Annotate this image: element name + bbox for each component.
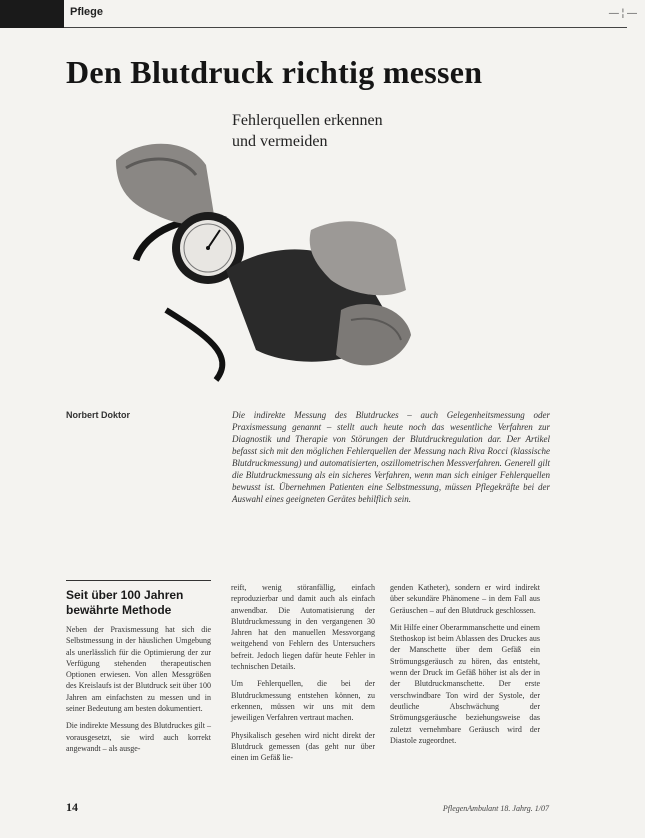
section-tab (0, 0, 64, 28)
article-subheadline (232, 110, 383, 152)
author-name: Norbert Doktor (66, 410, 131, 420)
body-paragraph: reift, wenig störanfällig, einfach reproduzierbar und damit auch als einfach anwendbar. Die Automatisierung der Blutdruckmessung in den vergangenen 30 Jahren hat den manuellen Messvorgang weitgehend von Fehlern des Untersuchers befreit. Jedoch liegen dafür heute Fehler in technischen Details. (231, 583, 375, 672)
body-paragraph: Physikalisch gesehen wird nicht direkt der Blutdruck gemessen (das geht nur über einen im Gefäß lie- (231, 730, 375, 763)
body-paragraph: Mit Hilfe einer Oberarmmanschette und einem Stethoskop ist beim Ablassen des Druckes aus der Manschette über dem Gefäß ein Strömungsgeräusch zu hören, das entsteht, wenn der Druck im Gefäß höher ist als der in der Blutdruckmanschette. Der erste verschwindbare Ton wird der Systole, der deutliche Abschwächung der Strömungsgeräusche beziehungsweise das zuletzt vernehmbare Geräusch wird der Diastole zugeordnet. (390, 622, 540, 745)
column-rule (66, 580, 211, 581)
header-rule (64, 27, 627, 28)
page-number: 14 (66, 800, 78, 814)
body-paragraph: genden Katheter), sondern er wird indirekt über sekundäre Phänomene – in dem Fall aus Geräuschen – auf den Blutdruck geschlossen. (390, 583, 540, 615)
body-paragraph: Die indirekte Messung des Blutdruckes gilt – vorausgesetzt, sie wird auch korrekt angewandt – als ausge- (66, 721, 211, 753)
section-heading (66, 588, 211, 618)
body-paragraph: Neben der Praxismessung hat sich die Selbstmessung in der häuslichen Umgebung als unerlässlich für die Optimierung der zur Verfügung stehenden therapeutischen Optionen erwiesen. Von allen Messgrößen des Kreislaufs ist der Blutdruck seit über 100 Jahren am einfachsten zu messen und in seiner Bedeutung am besten dokumentiert. (66, 625, 211, 714)
subheadline-line-2: und vermeiden (232, 133, 328, 150)
body-column-1 (66, 624, 211, 760)
corner-crop-marks: — ¦ — (608, 8, 637, 19)
body-column-3 (390, 582, 540, 752)
blood-pressure-photo (96, 120, 416, 390)
body-column-2 (231, 582, 375, 769)
article-headline: Den Blutdruck richtig messen (66, 54, 483, 90)
body-paragraph: Um Fehlerquellen, die bei der Blutdruckmessung entstehen können, zu erkennen, müssen wir uns mit dem jeweiligen Verfahren vertraut machen. (231, 679, 375, 723)
running-footer: PflegenAmbulant 18. Jahrg. 1/07 (442, 804, 549, 813)
section-heading-line-2: bewährte Methode (66, 603, 172, 617)
article-lead: Die indirekte Messung des Blutdruckes – auch Gelegenheitsmessung oder Praxismessung genannt – stellt auch heute noch das wesentliche Verfahren zur Diagnostik und Therapie von Störungen der Blutdruckregulation dar. Der Artikel befasst sich mit den möglichen Fehlerquellen der Messung nach Riva Rocci (klassische Blutdruckmessung) und automatisierten, oszillometrischen Messverfahren. Generell gilt die Blutdruckmessung als ein sicheres Verfahren, wenn man sich einiger Fehlerquellen bewusst ist. Übernehmen Patienten eine Selbstmessung, müssen Pflegekräfte bei der Auswahl eines geeigneten Gerätes behilflich sein. (232, 410, 550, 504)
section-heading-line-1: Seit über 100 Jahren (66, 588, 184, 602)
subheadline-line-1: Fehlerquellen erkennen (232, 112, 383, 129)
section-label: Pflege (70, 6, 104, 18)
